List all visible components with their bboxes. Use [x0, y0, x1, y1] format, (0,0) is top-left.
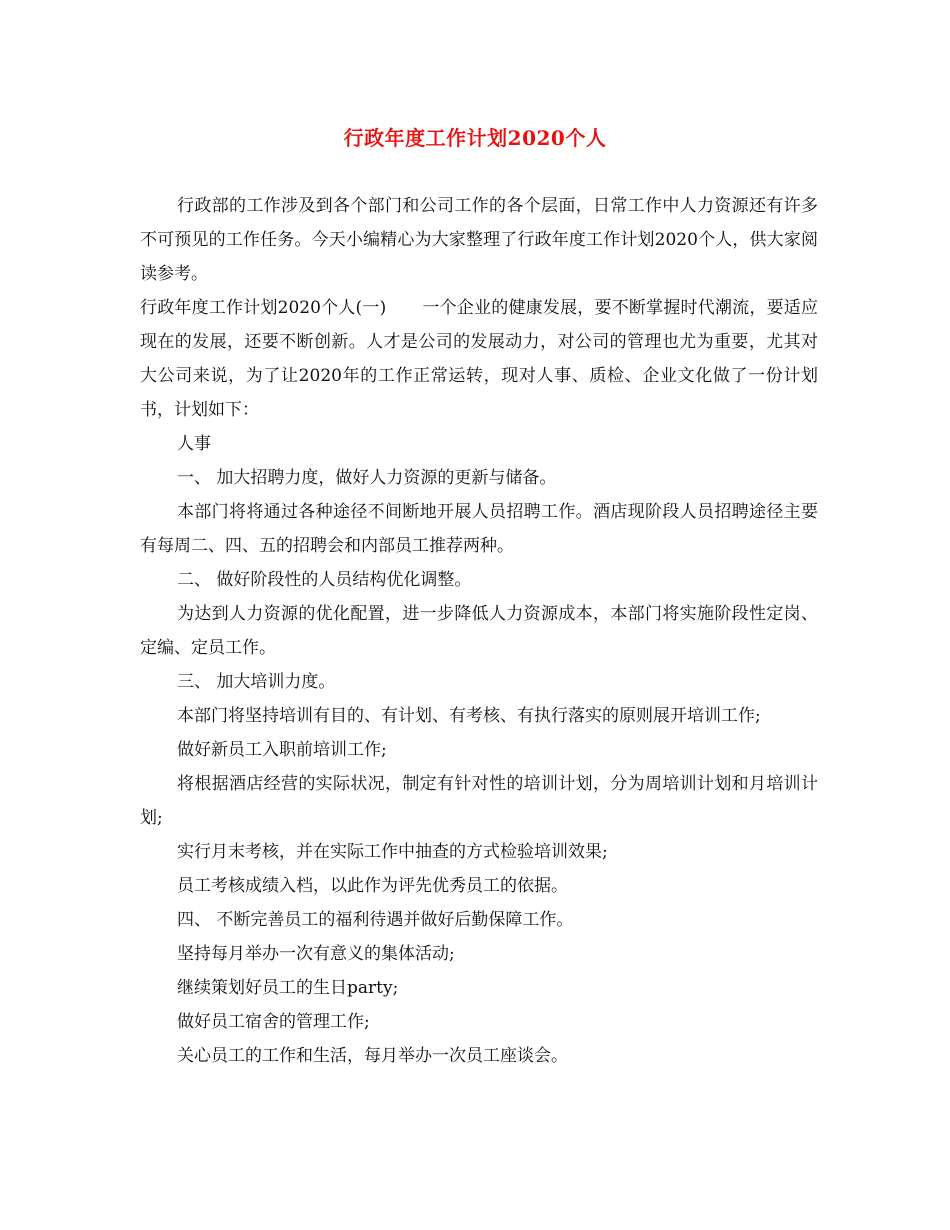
paragraph-training-principle: 本部门将坚持培训有目的、有计划、有考核、有执行落实的原则展开培训工作; — [177, 706, 761, 726]
paragraph-group-activity: 坚持每月举办一次有意义的集体活动; — [177, 944, 455, 964]
paragraph-personnel: 人事 — [177, 434, 211, 454]
item-heading-1: 一、 加大招聘力度，做好人力资源的更新与储备。 — [177, 468, 557, 488]
item-heading-4: 四、 不断完善员工的福利待遇并做好后勤保障工作。 — [177, 910, 574, 930]
paragraph-birthday-party: 继续策划好员工的生日party; — [177, 978, 399, 998]
item-heading-3: 三、 加大培训力度。 — [177, 672, 336, 692]
paragraph-monthly-assessment: 实行月末考核，并在实际工作中抽查的方式检验培训效果; — [177, 842, 608, 862]
paragraph-dormitory: 做好员工宿舍的管理工作; — [177, 1012, 370, 1032]
section-heading: 行政年度工作计划2020个人(一) — [140, 298, 387, 318]
section-text: 一个企业的健康发展，要不断掌握时代潮流，要适应现在的发展，还要不断创新。人才是公司的发展动力，对公司的管理也尤为重要，尤其对大公司来说，为了让2020年的工作正常运转，现对人事、质检、企业文化做了一份计划书，计划如下： — [140, 298, 819, 420]
paragraph-staff-meeting: 关心员工的工作和生活，每月举办一次员工座谈会。 — [177, 1046, 568, 1066]
section-paragraph — [140, 291, 818, 427]
item-heading-2: 二、 做好阶段性的人员结构优化调整。 — [177, 570, 472, 590]
paragraph-new-staff-training: 做好新员工入职前培训工作; — [177, 740, 387, 760]
document-title: 行政年度工作计划2020个人 — [343, 126, 607, 150]
paragraph-training-plan: 将根据酒店经营的实际状况，制定有针对性的培训计划，分为周培训计划和月培训计划; — [140, 774, 818, 828]
document-body — [140, 189, 818, 1073]
paragraph-recruitment: 本部门将将通过各种途径不间断地开展人员招聘工作。酒店现阶段人员招聘途径主要有每周二、四、五的招聘会和内部员工推荐两种。 — [140, 502, 818, 556]
paragraph-assessment-records: 员工考核成绩入档，以此作为评先优秀员工的依据。 — [177, 876, 568, 896]
paragraph-structure: 为达到人力资源的优化配置，进一步降低人力资源成本，本部门将实施阶段性定岗、定编、定员工作。 — [140, 604, 818, 658]
intro-paragraph: 行政部的工作涉及到各个部门和公司工作的各个层面，日常工作中人力资源还有许多不可预见的工作任务。今天小编精心为大家整理了行政年度工作计划2020个人，供大家阅读参考。 — [140, 196, 818, 284]
